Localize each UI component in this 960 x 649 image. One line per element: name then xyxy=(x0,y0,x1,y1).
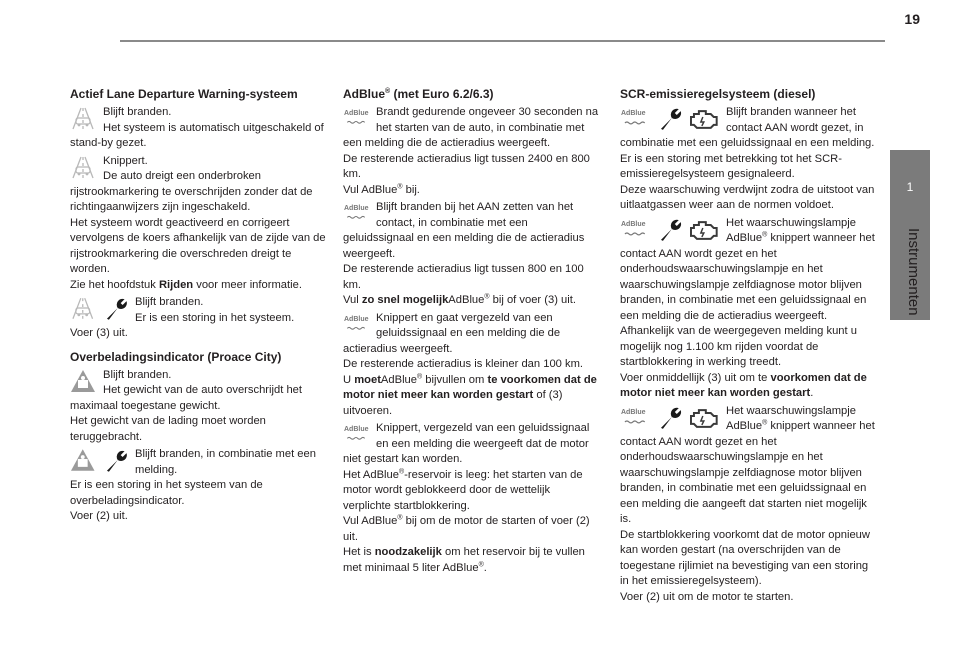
lane-departure-section xyxy=(70,87,326,342)
item-text: Blijft branden bij het AAN zetten van het contact, in combinatie met een geluidssignaal en een melding die de actieradius weergeeft. xyxy=(343,201,585,260)
item-text: Blijft branden. xyxy=(103,368,172,381)
item-text: Het gewicht van de auto overschrijdt het maximaal toegestane gewicht. xyxy=(70,384,302,412)
item-text: Blijft branden, in combinatie met een melding. xyxy=(135,448,316,476)
column-1 xyxy=(70,87,326,533)
item-text: Blijft branden. xyxy=(103,106,172,118)
svg-text:AdBlue: AdBlue xyxy=(344,205,369,212)
item-text: Het systeem is automatisch uitgeschakeld of stand-by gezet. xyxy=(70,121,324,149)
item-text: U moetAdBlue® bijvullen om te voorkomen dat de motor niet meer kan worden gestart of (3) uitvoeren. xyxy=(343,372,597,417)
overload-warning-icon xyxy=(70,368,96,394)
item-text: Afhankelijk van de weergegeven melding kunt u mogelijk nog 1.100 km rijden voordat de startblokkering in werking treedt. xyxy=(620,325,857,368)
item-text: Het AdBlue®-reservoir is leeg: het starten van de motor wordt geblokkeerd door de wettelijk verplichte startblokkering. xyxy=(343,467,583,512)
adblue-section xyxy=(343,87,599,576)
item-text: De resterende actieradius ligt tussen 2400 en 800 km. xyxy=(343,152,590,180)
svg-text:AdBlue: AdBlue xyxy=(344,110,369,117)
item-text: Vul AdBlue® bij om de motor de starten of voer (2) uit. xyxy=(343,514,590,543)
adblue-item-4 xyxy=(343,421,599,576)
page-number: 19 xyxy=(904,11,920,27)
lane-item-3 xyxy=(70,295,326,342)
item-text: Er is een storing met betrekking tot het SCR-emissieregelsysteem gesignaleerd. xyxy=(620,152,842,180)
item-text: Het waarschuwingslampje AdBlue® knippert wanneer het contact AAN wordt gezet en het onderhoudswaarschuwingslampje en het waarschuwingslampje zelfdiagnose motor blijven branden, in combinatie met een geluidssignaal en een melding die aangeeft dat starten niet mogelijk is. xyxy=(620,404,875,525)
item-text: Het is noodzakelijk om het reservoir bij te vullen met minimaal 5 liter AdBlue®. xyxy=(343,546,585,574)
scr-item-1 xyxy=(620,105,876,214)
adblue-icon xyxy=(343,105,369,131)
chapter-title: Instrumenten xyxy=(905,228,922,316)
item-text: Blijft branden wanneer het contact AAN wordt gezet, in combinatie met een geluidssignaal en een melding. xyxy=(620,106,875,149)
column-3 xyxy=(620,87,876,613)
scr-section xyxy=(620,87,876,605)
item-text: De startblokkering voorkomt dat de motor opnieuw kan worden gestart (na overschrijden van de toegestane rijlimiet na bevestiging van een storing in het emissieregelsysteem). xyxy=(620,528,870,587)
item-text: De resterende actieradius is kleiner dan 100 km. xyxy=(343,358,584,370)
adblue-icon xyxy=(620,216,650,242)
adblue-icon xyxy=(620,404,650,430)
wrench-icon xyxy=(657,105,683,131)
item-text: Het gewicht van de lading moet worden teruggebracht. xyxy=(70,415,266,443)
engine-icon xyxy=(689,404,719,430)
overload-item-2 xyxy=(70,447,326,525)
scr-item-2 xyxy=(620,216,876,402)
engine-icon xyxy=(689,216,719,242)
section-title: AdBlue® (met Euro 6.2/6.3) xyxy=(343,87,494,101)
item-text: Knippert, vergezeld van een geluidssignaal en een melding die weergeeft dat de motor niet gestart kan worden. xyxy=(343,422,590,465)
adblue-icon xyxy=(343,200,369,226)
item-text: Brandt gedurende ongeveer 30 seconden na het starten van de auto, in combinatie met een melding die de actieradius weergeeft. xyxy=(343,106,599,149)
overload-section xyxy=(70,350,326,525)
column-2 xyxy=(343,87,599,584)
overload-warning-icon xyxy=(70,447,96,473)
item-text: Het waarschuwingslampje AdBlue® knippert wanneer het contact AAN wordt gezet en het onderhoudswaarschuwingslampje en het waarschuwingslampje zelfdiagnose motor blijven branden, in combinatie met een geluidssignaal en een melding die de actieradius weergeeft. xyxy=(620,216,875,322)
svg-text:AdBlue: AdBlue xyxy=(621,110,646,117)
wrench-icon xyxy=(103,295,129,321)
adblue-icon xyxy=(343,311,369,337)
lane-item-1 xyxy=(70,105,326,152)
header-rule xyxy=(120,40,885,42)
item-text: Vul AdBlue® bij. xyxy=(343,182,420,196)
item-text: Blijft branden. xyxy=(135,296,204,308)
item-text: Vul zo snel mogelijkAdBlue® bij of voer (3) uit. xyxy=(343,293,576,306)
item-text: Knippert en gaat vergezeld van een geluidssignaal en een melding die de actieradius weergeeft. xyxy=(343,311,561,355)
lane-departure-icon xyxy=(70,105,96,131)
item-text: Voer onmiddellijk (3) uit om te voorkomen dat de motor niet meer kan worden gestart. xyxy=(620,371,867,399)
item-text: Er is een storing in het systeem van de overbeladingsindicator. xyxy=(70,479,263,507)
adblue-icon xyxy=(343,421,369,447)
section-title: Overbeladingsindicator (Proace City) xyxy=(70,349,282,364)
item-text: Voer (2) uit om de motor te starten. xyxy=(620,590,794,603)
item-text: Zie het hoofdstuk Rijden voor meer informatie. xyxy=(70,278,302,291)
adblue-icon xyxy=(620,105,650,131)
section-title: SCR-emissieregelsysteem (diesel) xyxy=(620,87,816,101)
item-text: Voer (3) uit. xyxy=(70,327,128,339)
section-title: Actief Lane Departure Warning-systeem xyxy=(70,87,298,101)
overload-item-1 xyxy=(70,368,326,446)
lane-item-2 xyxy=(70,154,326,294)
wrench-icon xyxy=(657,216,683,242)
item-text: De auto dreigt een onderbroken rijstrookmarkering te overschrijden zonder dat de richtingaanwijzers zijn ingeschakeld. xyxy=(70,170,313,213)
svg-text:AdBlue: AdBlue xyxy=(621,408,646,416)
adblue-item-2 xyxy=(343,200,599,309)
chapter-number: 1 xyxy=(906,180,914,194)
svg-text:AdBlue: AdBlue xyxy=(344,315,369,323)
engine-icon xyxy=(689,105,719,131)
adblue-item-1 xyxy=(343,105,599,198)
item-text: Knippert. xyxy=(103,154,148,167)
wrench-icon xyxy=(657,404,683,430)
lane-departure-icon xyxy=(70,154,96,180)
scr-item-3 xyxy=(620,404,876,606)
item-text: Er is een storing in het systeem. xyxy=(135,311,295,324)
item-text: Voer (2) uit. xyxy=(70,510,128,522)
item-text: Deze waarschuwing verdwijnt zodra de uitstoot van uitlaatgassen weer aan de normen voldoet. xyxy=(620,183,875,211)
adblue-item-3 xyxy=(343,311,599,420)
lane-departure-icon xyxy=(70,295,96,321)
svg-text:AdBlue: AdBlue xyxy=(344,426,369,433)
wrench-icon xyxy=(103,447,129,473)
item-text: De resterende actieradius ligt tussen 800 en 100 km. xyxy=(343,263,584,291)
svg-text:AdBlue: AdBlue xyxy=(621,220,646,228)
item-text: Het systeem wordt geactiveerd en corrigeert vervolgens de koers afhankelijk van de zijde van de rijstrookmarkering die overschreden dreigt te worden. xyxy=(70,216,326,275)
